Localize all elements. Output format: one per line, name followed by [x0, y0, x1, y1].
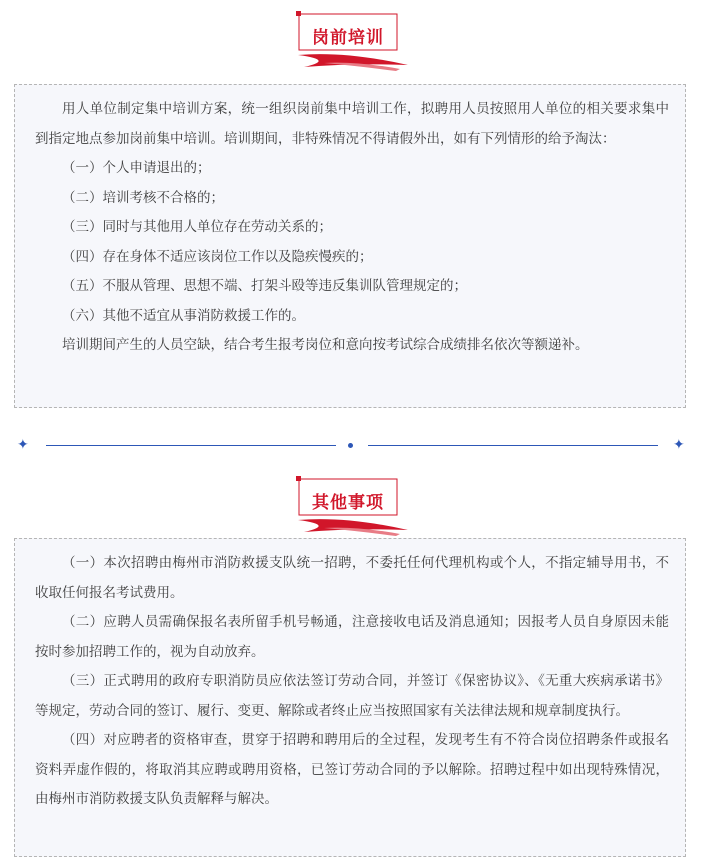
section-heading-other: [0, 476, 703, 536]
paragraph: 用人单位制定集中培训方案，统一组织岗前集中培训工作，拟聘用人员按照用人单位的相关要求集中到指定地点参加岗前集中培训。培训期间，非特殊情况不得请假外出，如有下列情形的给予淘汰：: [35, 101, 669, 147]
paragraph: （四）对应聘者的资格审查，贯穿于招聘和聘用后的全过程，发现考生有不符合岗位招聘条件或报名资料弄虚作假的，将取消其应聘或聘用资格，已签订劳动合同的予以解除。招聘过程中如出现特殊情况，由梅州市消防救援支队负责解释与解决。: [35, 732, 669, 807]
divider-line: [368, 445, 658, 446]
list-item: （六）其他不适宜从事消防救援工作的。: [62, 307, 305, 324]
list-item: （一）个人申请退出的；: [62, 160, 211, 176]
list-item: （五）不服从管理、思想不端、打架斗殴等违反集训队管理规定的；: [62, 278, 467, 294]
section-divider: [0, 436, 703, 456]
section-title: 岗前培训: [312, 28, 384, 48]
star-icon: ✦: [673, 437, 685, 453]
other-matters-box: [14, 538, 686, 857]
dot-icon: [348, 443, 353, 448]
paragraph: （三）正式聘用的政府专职消防员应依法签订劳动合同，并签订《保密协议》、《无重大疾病承诺书》等规定，劳动合同的签订、履行、变更、解除或者终止应当按照国家有关法律法规和规章制度执行。: [35, 673, 669, 719]
section-title: 其他事项: [312, 493, 384, 513]
training-content-box: [14, 84, 686, 408]
divider-line: [46, 445, 336, 446]
paragraph: （二）应聘人员需确保报名表所留手机号畅通，注意接收电话及消息通知；因报考人员自身原因未能按时参加招聘工作的，视为自动放弃。: [35, 614, 669, 660]
star-icon: ✦: [17, 437, 29, 453]
paragraph: （一）本次招聘由梅州市消防救援支队统一招聘，不委托任何代理机构或个人，不指定辅导用书，不收取任何报名考试费用。: [35, 555, 669, 601]
list-item: （二）培训考核不合格的；: [62, 189, 224, 206]
section-heading-training: [0, 11, 703, 71]
list-item: （三）同时与其他用人单位存在劳动关系的；: [62, 219, 332, 235]
list-item: （四）存在身体不适应该岗位工作以及隐疾慢疾的；: [62, 248, 373, 265]
paragraph: 培训期间产生的人员空缺，结合考生报考岗位和意向按考试综合成绩排名依次等额递补。: [62, 337, 589, 353]
